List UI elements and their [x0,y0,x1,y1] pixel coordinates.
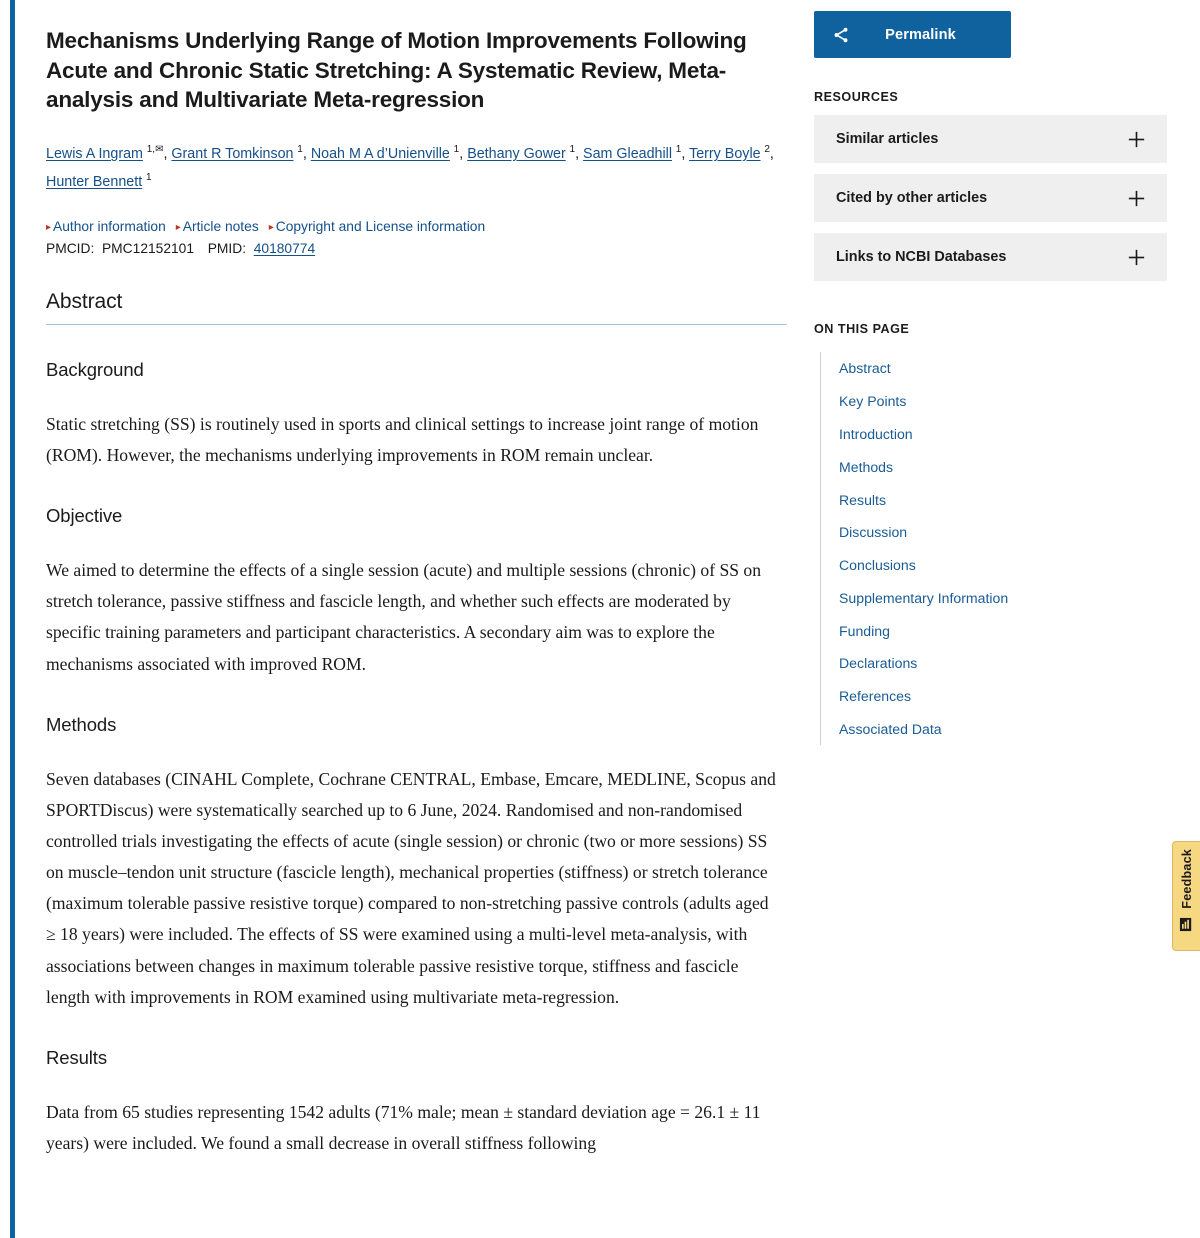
pmid-label: PMID: [207,240,247,256]
caret-right-icon: ▸ [175,221,181,233]
toc-list-item [821,418,1170,451]
toc-list-item [821,713,1170,746]
toc-link-key-points[interactable]: Key Points [839,393,907,410]
accordion-label: Links to NCBI Databases [836,249,1007,265]
toc-list-item [821,483,1170,516]
share-nodes-icon [832,26,850,44]
author-affiliation-marker[interactable]: 1,✉ [143,144,164,156]
toc-link-introduction[interactable]: Introduction [839,425,913,442]
meta-link-article-notes[interactable] [176,219,259,234]
accordion-cited-by-other-articles[interactable] [814,174,1167,222]
resources-accordion-list [814,115,1170,281]
author-link[interactable]: Hunter Bennett [46,173,143,190]
abstract-heading-rule [46,324,787,325]
meta-link-copyright-and-license-information[interactable] [269,219,485,234]
abstract-subheading-objective: Objective [46,505,123,527]
permalink-button-label: Permalink [885,26,956,43]
page-title: Mechanisms Underlying Range of Motion Improvements Following Acute and Chronic Static Stretching: A Systematic Review, Meta-analysis and Multivariate Meta-regression [46,28,747,113]
toc-list-item [821,647,1170,680]
author-link[interactable]: Terry Boyle [689,146,761,163]
meta-link-label: Copyright and License information [275,218,486,234]
abstract-subheading-results: Results [46,1046,107,1068]
accordion-label: Cited by other articles [836,190,988,206]
meta-link-label: Author information [53,218,166,234]
bar-chart-survey-icon [1179,917,1194,932]
meta-link-label: Article notes [182,218,259,234]
caret-right-icon: ▸ [46,221,52,233]
abstract-subheading-background: Background [46,358,144,380]
toc-link-methods[interactable]: Methods [839,458,894,475]
toc-link-abstract[interactable]: Abstract [839,360,891,377]
author-affiliation-marker[interactable]: 1 [673,144,682,156]
on-this-page-nav [820,352,1170,745]
abstract-paragraph-methods: Seven databases (CINAHL Complete, Cochrane CENTRAL, Embase, Emcare, MEDLINE, Scopus and SPORTDiscus) were systematically searched up to 6 June, 2024. Randomised and non-randomised controlled trials investigating the effects of acute (single session) or chronic (two or more sessions) SS on muscle–tendon unit structure (fascicle length), mechanical properties (stiffness) or stretch tolerance (maximum tolerable passive resistive torque) compared to non-stretching passive controls (adults aged ≥ 18 years) were included. The effects of SS were examined using a multi-level meta-analysis, with associations between changes in maximum tolerable passive resistive torque, stiffness and fascicle length with improvements in ROM examined using multivariate meta-regression. [46,768,776,1007]
author-link[interactable]: Grant R Tomkinson [171,146,294,163]
author-link[interactable]: Lewis A Ingram [46,146,143,163]
toc-link-discussion[interactable]: Discussion [839,524,908,541]
abstract-paragraph-results: Data from 65 studies representing 1542 adults (71% male; mean ± standard deviation age = 26.1 ± 11 years) were included. We found a small decrease in overall stiffness following [46,1101,761,1153]
author-link[interactable]: Bethany Gower [467,146,566,163]
pmcid-label: PMCID: [46,240,95,256]
toc-list-item [821,614,1170,647]
plus-icon[interactable] [1128,190,1145,207]
toc-list-item [821,352,1170,385]
toc-list-item [821,549,1170,582]
author-affiliation-marker[interactable]: 1 [566,144,576,156]
toc-link-conclusions[interactable]: Conclusions [839,557,916,574]
author-link[interactable]: Sam Gleadhill [583,146,673,163]
pmcid-value: PMC12152101 [101,240,195,256]
article-identifiers [46,241,786,256]
feedback-tab-label: Feedback [1179,849,1194,909]
permalink-button[interactable] [814,11,1011,58]
accordion-similar-articles[interactable] [814,115,1167,163]
right-sidebar [800,0,1200,1238]
meta-link-author-information[interactable] [46,219,166,234]
resources-heading: RESOURCES [814,90,899,104]
abstract-paragraph-background: Static stretching (SS) is routinely used in sports and clinical settings to increase joint range of motion (ROM). However, the mechanisms underlying improvements in ROM remain unclear. [46,413,759,465]
toc-link-supplementary-information[interactable]: Supplementary Information [839,589,1009,606]
author-affiliation-marker[interactable]: 1 [143,172,152,184]
toc-list-item [821,581,1170,614]
toc-link-declarations[interactable]: Declarations [839,655,918,672]
toc-link-funding[interactable]: Funding [839,622,890,639]
pmid-link[interactable]: 40180774 [253,240,316,256]
toc-list-item [821,516,1170,549]
toc-link-associated-data[interactable]: Associated Data [839,720,942,737]
accordion-links-to-ncbi-databases[interactable] [814,233,1167,281]
on-this-page-heading: ON THIS PAGE [814,322,910,336]
plus-icon[interactable] [1128,131,1145,148]
author-affiliation-marker[interactable]: 1 [294,144,303,156]
toc-list-item [821,680,1170,713]
toc-link-results[interactable]: Results [839,491,886,508]
abstract-paragraph-objective: We aimed to determine the effects of a single session (acute) and multiple sessions (chronic) of SS on stretch tolerance, passive stiffness and fascicle length, and whether such effects are moderated by specific training parameters and participant characteristics. A secondary aim was to explore the mechanisms associated with improved ROM. [46,560,762,674]
accordion-label: Similar articles [836,131,939,147]
author-list: Lewis A Ingram $^{1,✉}$, Grant R Tomkinson $^1$, Noah M A d’Unienville $^1$, Bethany Gower $^1$, Sam Gleadhill $^1$, Terry Boyle $^2$, Hunter Bennett $^1$ [46,144,774,190]
article-meta-links [46,219,786,234]
feedback-tab[interactable] [1172,841,1200,951]
author-affiliation-marker[interactable]: 2 [761,144,770,156]
toc-list-item [821,450,1170,483]
author-link[interactable]: Noah M A d’Unienville [310,146,450,163]
abstract-subheading-methods: Methods [46,713,117,735]
caret-right-icon: ▸ [268,221,274,233]
author-affiliation-marker[interactable]: 1 [450,144,460,156]
toc-link-references[interactable]: References [839,688,912,705]
toc-list-item [821,385,1170,418]
abstract-heading: Abstract [46,289,123,313]
plus-icon[interactable] [1128,249,1145,266]
